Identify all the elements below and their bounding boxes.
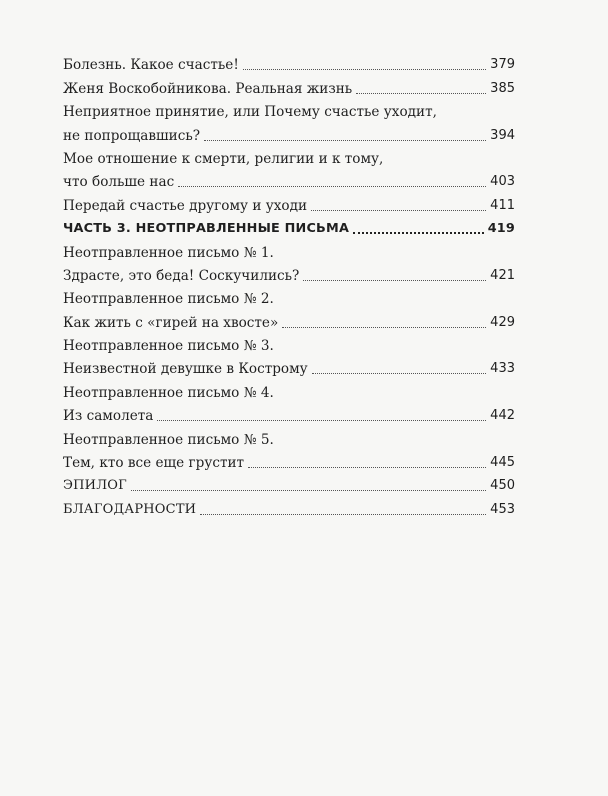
toc-page-number: 403 — [490, 174, 515, 190]
toc-entry-title: Как жить с «гирей на хвосте» — [63, 314, 279, 331]
toc-entry-pass-happiness — [63, 192, 515, 215]
toc-entry-letter-4 — [63, 403, 515, 426]
toc-entry-title: Неотправленное письмо № 2. — [63, 291, 274, 308]
toc-entry-epilogue — [63, 473, 515, 496]
toc-entry-title: Неотправленное письмо № 5. — [63, 431, 274, 448]
toc-section-part-3 — [63, 216, 515, 239]
table-of-contents — [63, 52, 515, 520]
toc-entry-unpleasant-line2 — [63, 122, 515, 145]
toc-entry-title: Неизвестной девушке в Кострому — [63, 361, 308, 378]
toc-page-number: 445 — [490, 455, 515, 471]
toc-entry-letter-1 — [63, 263, 515, 286]
toc-entry-title: БЛАГОДАРНОСТИ — [63, 501, 197, 517]
toc-entry-title: Из самолета — [63, 408, 154, 425]
toc-entry-title: Женя Воскобойникова. Реальная жизнь — [63, 80, 353, 97]
toc-entry-illness — [63, 52, 515, 75]
dot-leader — [178, 186, 486, 187]
toc-entry-letter-4-heading — [63, 379, 515, 402]
toc-entry-title: Тем, кто все еще грустит — [63, 455, 245, 472]
dot-leader — [312, 373, 487, 374]
dot-leader — [131, 490, 486, 491]
dot-leader — [243, 69, 486, 70]
toc-entry-unpleasant-line1 — [63, 99, 515, 122]
toc-entry-title: Болезнь. Какое счастье! — [63, 57, 239, 74]
toc-entry-title: ЭПИЛОГ — [63, 478, 127, 494]
toc-page-number: 421 — [490, 267, 515, 283]
dot-leader — [248, 467, 486, 468]
toc-entry-attitude-line2 — [63, 169, 515, 192]
toc-page-number: 394 — [490, 127, 515, 143]
dot-leader — [303, 280, 486, 281]
toc-page-number: 450 — [490, 478, 515, 494]
toc-entry-acknowledgements — [63, 496, 515, 519]
dot-leader — [282, 327, 486, 328]
toc-entry-letter-5-heading — [63, 426, 515, 449]
toc-page-number: 433 — [490, 361, 515, 377]
dot-leader — [353, 232, 484, 234]
toc-entry-letter-5 — [63, 450, 515, 473]
toc-entry-title: Передай счастье другому и уходи — [63, 197, 308, 214]
toc-page-number: 442 — [490, 408, 515, 424]
toc-page-number: 379 — [490, 57, 515, 73]
toc-entry-title: не попрощавшись? — [63, 127, 201, 144]
toc-entry-title: Здрасте, это беда! Соскучились? — [63, 267, 300, 284]
toc-entry-title: Мое отношение к смерти, религии и к тому, — [63, 150, 384, 167]
toc-section-title: ЧАСТЬ 3. НЕОТПРАВЛЕННЫЕ ПИСЬМА — [63, 221, 350, 237]
toc-page-number: 453 — [490, 501, 515, 517]
toc-page-number: 419 — [487, 221, 515, 237]
toc-entry-letter-3-heading — [63, 333, 515, 356]
toc-page-number: 385 — [490, 80, 515, 96]
toc-entry-letter-2-heading — [63, 286, 515, 309]
toc-entry-letter-3 — [63, 356, 515, 379]
toc-entry-zhenya — [63, 75, 515, 98]
toc-entry-title: что больше нас — [63, 174, 175, 191]
toc-page-number: 411 — [490, 197, 515, 213]
toc-entry-title: Неотправленное письмо № 1. — [63, 244, 274, 261]
toc-entry-attitude-line1 — [63, 146, 515, 169]
toc-entry-title: Неотправленное письмо № 4. — [63, 384, 274, 401]
toc-entry-title: Неотправленное письмо № 3. — [63, 338, 274, 355]
dot-leader — [200, 514, 486, 515]
toc-entry-title: Неприятное принятие, или Почему счастье уходит, — [63, 104, 437, 121]
toc-entry-letter-1-heading — [63, 239, 515, 262]
toc-entry-letter-2 — [63, 309, 515, 332]
dot-leader — [157, 420, 486, 421]
toc-page-number: 429 — [490, 314, 515, 330]
dot-leader — [204, 140, 486, 141]
dot-leader — [311, 210, 486, 211]
dot-leader — [356, 93, 486, 94]
